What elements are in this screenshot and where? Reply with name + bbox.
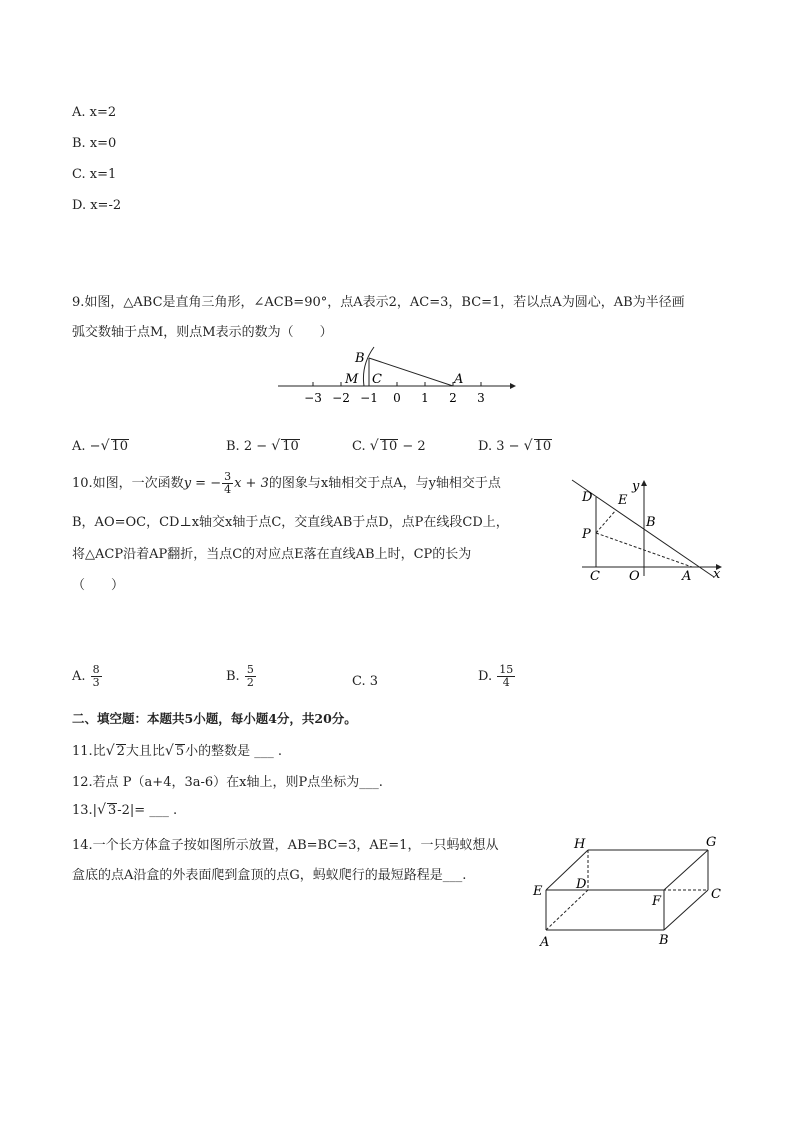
- label-a: A: [540, 935, 550, 950]
- q10-stem-line4: （ ）: [72, 578, 125, 593]
- q8-option-b: B. x=0: [72, 136, 117, 151]
- label-b: B: [646, 515, 656, 530]
- segment-pe: [596, 510, 616, 533]
- q10-option-a: A. $\frac{8}{3}$: [72, 663, 100, 689]
- label-c: C: [590, 569, 600, 584]
- q9-option-d: D. 3 − √ 10: [478, 438, 552, 454]
- tick-label: 3: [477, 391, 485, 405]
- q8-option-c: C. x=1: [72, 167, 117, 182]
- tick-label: −2: [332, 391, 350, 405]
- q9-option-a: A. −√ 10: [72, 438, 129, 454]
- q8-option-d: D. x=-2: [72, 198, 122, 213]
- label-c: C: [372, 372, 382, 387]
- q10-stem-line3: 将△ACP沿着AP翻折，当点C的对应点E落在直线AB上时，CP的长为: [72, 547, 472, 562]
- label-d: D: [582, 490, 593, 505]
- q10-stem-line2: B，AO=OC，CD⊥x轴交x轴于点C，交直线AB于点D，点P在线段CD上，: [72, 515, 509, 530]
- q9-option-c: C. √ 10 − 2: [352, 438, 426, 454]
- section-heading: 二、填空题：本题共5小题，每小题4分，共20分。: [72, 711, 357, 726]
- q11-stem: 11.比√ 2大且比√ 5小的整数是 ___ .: [72, 743, 283, 759]
- tick-label: 2: [449, 391, 457, 405]
- tick-label: −1: [360, 391, 378, 405]
- label-b: B: [659, 933, 669, 948]
- q10-option-d: D. $\frac{15}{4}$: [478, 663, 514, 689]
- q13-stem: 13.|√ 3-2|= ___ .: [72, 802, 178, 818]
- label-h: H: [574, 837, 586, 852]
- q9-stem-line2: 弧交数轴于点M，则点M表示的数为（ ）: [72, 325, 333, 340]
- q8-option-a: A. x=2: [72, 105, 117, 120]
- q10-stem-line1: 10.如图，一次函数y = − $\frac{3}{4}$ x + 3的图象与x轴相交于点A，与y轴相交于点: [72, 470, 501, 496]
- q9-option-b: B. 2 − √ 10: [226, 438, 299, 454]
- y-axis-arrow-icon: [641, 480, 647, 486]
- label-o: O: [629, 569, 640, 584]
- q14-stem-line1: 14.一个长方体盒子按如图所示放置，AB=BC=3，AE=1，一只蚂蚁想从: [72, 838, 499, 853]
- label-e: E: [533, 884, 543, 899]
- tick-label: 1: [421, 391, 429, 405]
- q9-number-line-figure: [278, 345, 518, 407]
- q12-stem: 12.若点 P（a+4，3a-6）在x轴上，则P点坐标为___.: [72, 775, 383, 790]
- label-a: A: [682, 569, 692, 584]
- q10-coordinate-figure: [568, 472, 728, 584]
- tick-label: −3: [304, 391, 322, 405]
- label-c: C: [711, 887, 721, 902]
- label-y: y: [632, 479, 640, 494]
- label-d: D: [576, 877, 587, 892]
- q10-option-b: B. $\frac{5}{2}$: [226, 663, 254, 689]
- axis-arrow-icon: [510, 383, 516, 389]
- tick-label: 0: [393, 391, 401, 405]
- q10-option-c: C. 3: [352, 674, 379, 689]
- label-g: G: [706, 835, 717, 850]
- label-a: A: [454, 372, 464, 387]
- label-f: F: [652, 894, 662, 909]
- label-m: M: [345, 372, 359, 387]
- label-b: B: [355, 351, 365, 366]
- label-e: E: [618, 493, 628, 508]
- line-ab: [572, 480, 714, 577]
- label-x: x: [713, 567, 721, 582]
- q14-cuboid-figure: [532, 832, 728, 952]
- label-p: P: [582, 527, 591, 542]
- q9-stem-line1: 9.如图，△ABC是直角三角形，∠ACB=90°，点A表示2，AC=3，BC=1，若以点A为圆心，AB为半径画: [72, 295, 685, 310]
- q14-stem-line2: 盒底的点A沿盒的外表面爬到盒顶的点G，蚂蚁爬行的最短路程是___.: [72, 868, 467, 883]
